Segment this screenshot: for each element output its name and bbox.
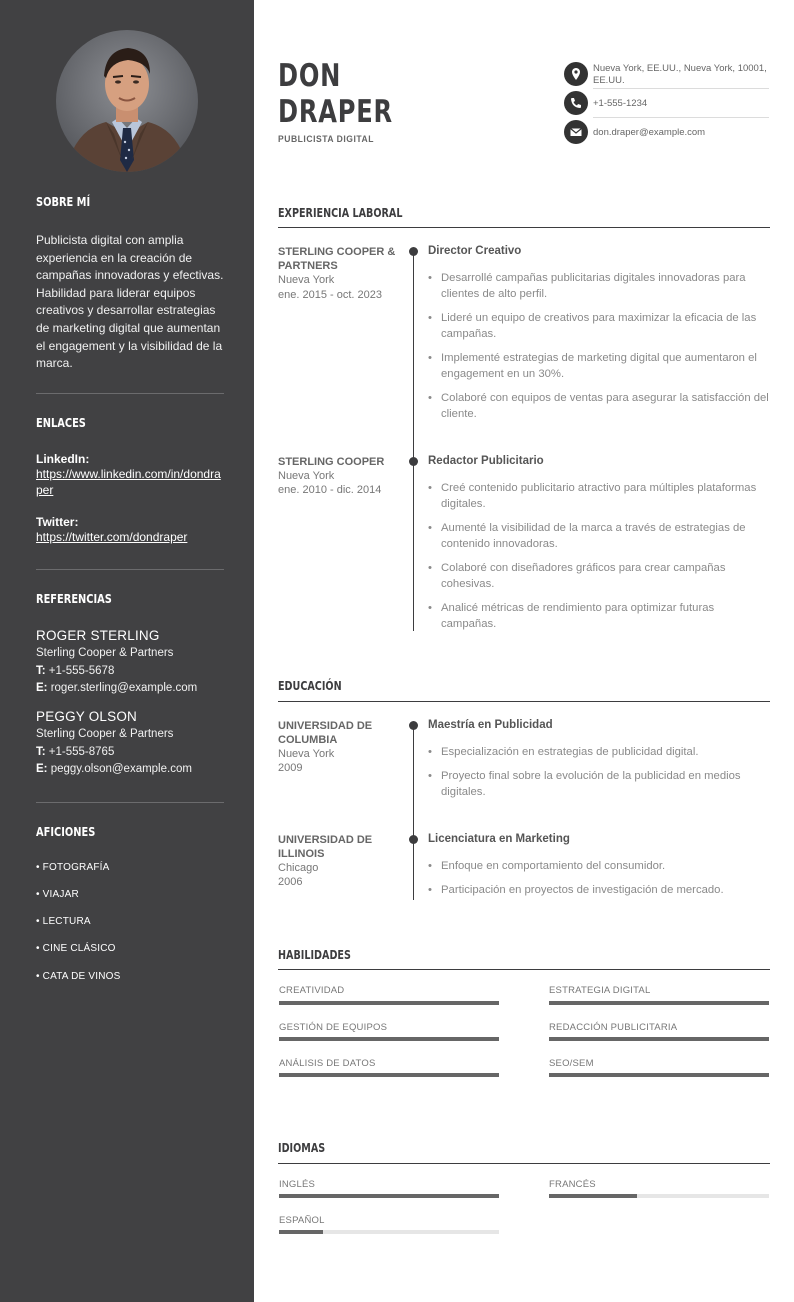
experience-role: Redactor Publicitario (428, 455, 544, 467)
hobby-item: • VIAJAR (36, 889, 79, 900)
contact-phone: +1-555-1234 (593, 98, 648, 109)
skill-bar-fill (279, 1073, 499, 1077)
experience-bullet: • Colaboré con diseñadores gráficos para crear campañas cohesivas. (428, 560, 770, 592)
last-name: DRAPER (278, 94, 393, 130)
hobby-item: • LECTURA (36, 916, 91, 927)
about-text: Publicista digital con amplia experiencia en la creación de campañas innovadoras y efectivas. Habilidad para liderar equipos creativos y desarrollar estrategias de marketing digital que aumentan el engagement y la visibilidad de la marca. (36, 233, 224, 371)
skill-bar (279, 1073, 499, 1077)
link-twitter (36, 515, 222, 545)
education-degree: Licenciatura en Marketing (428, 833, 570, 845)
profile-photo (56, 30, 198, 172)
language-bar-fill (549, 1194, 637, 1198)
phone-value: +1-555-8765 (48, 745, 115, 758)
education-org: UNIVERSIDAD DE COLUMBIA (278, 720, 373, 746)
contact-divider (593, 117, 769, 118)
language-bar (279, 1230, 499, 1234)
sidebar-divider (36, 569, 224, 570)
email-value: roger.sterling@example.com (50, 682, 198, 694)
education-location: Nueva York (278, 748, 335, 760)
skill-bar-fill (549, 1001, 769, 1005)
skill-bar (549, 1073, 769, 1077)
phone-label: T: (36, 745, 46, 758)
education-location: Chicago (278, 862, 319, 874)
skill-bar (549, 1001, 769, 1005)
skill-bar-fill (279, 1037, 499, 1041)
hobbies-title: AFICIONES (36, 825, 96, 839)
section-rule (278, 1163, 770, 1164)
phone-icon (564, 91, 588, 115)
twitter-link[interactable]: https://twitter.com/dondraper (36, 530, 188, 544)
experience-location: Nueva York (278, 470, 335, 482)
education-degree: Maestría en Publicidad (428, 719, 553, 731)
language-bar (279, 1194, 499, 1198)
section-rule (278, 227, 770, 228)
languages-title: IDIOMAS (278, 1141, 326, 1155)
location-pin-icon (564, 62, 588, 86)
education-bullet: • Enfoque en comportamiento del consumidor. (428, 858, 770, 874)
timeline-dot (409, 835, 418, 844)
reference-phone (36, 744, 226, 762)
references-title: REFERENCIAS (36, 592, 112, 606)
experience-bullet: • Desarrollé campañas publicitarias digitales innovadoras para clientes de alto perfil. (428, 270, 770, 302)
hobby-item: • CINE CLÁSICO (36, 943, 116, 954)
language-label: FRANCÉS (549, 1179, 596, 1190)
reference-company: Sterling Cooper & Partners (36, 647, 174, 659)
experience-bullet: • Analicé métricas de rendimiento para optimizar futuras campañas. (428, 600, 770, 632)
education-title: EDUCACIÓN (278, 679, 342, 693)
skill-bar (279, 1001, 499, 1005)
experience-bullet: • Lideré un equipo de creativos para maximizar la eficacia de las campañas. (428, 310, 770, 342)
experience-role: Director Creativo (428, 245, 522, 257)
skill-label: ESTRATEGIA DIGITAL (549, 985, 651, 996)
skill-label: GESTIÓN DE EQUIPOS (279, 1022, 388, 1033)
link-label: LinkedIn: (36, 452, 90, 466)
email-value: peggy.olson@example.com (50, 763, 192, 775)
experience-bullet: • Colaboré con equipos de ventas para asegurar la satisfacción del cliente. (428, 390, 770, 422)
reference-company: Sterling Cooper & Partners (36, 728, 174, 740)
experience-title: EXPERIENCIA LABORAL (278, 206, 403, 220)
sidebar-divider (36, 393, 224, 394)
reference-phone (36, 663, 226, 681)
skill-bar-fill (549, 1073, 769, 1077)
linkedin-link[interactable]: https://www.linkedin.com/in/dondraper (36, 467, 221, 497)
reference-2 (36, 709, 226, 779)
contact-address: Nueva York, EE.UU., Nueva York, 10001, EE.UU. (593, 63, 767, 86)
contact-divider (593, 88, 769, 89)
language-label: ESPAÑOL (279, 1215, 325, 1226)
education-bullet: • Participación en proyectos de investigación de mercado. (428, 882, 770, 898)
skill-label: CREATIVIDAD (279, 985, 345, 996)
language-bar (549, 1194, 769, 1198)
about-title: SOBRE MÍ (36, 195, 91, 209)
skill-label: ANÁLISIS DE DATOS (279, 1058, 376, 1069)
reference-email (36, 761, 226, 779)
experience-org: STERLING COOPER (278, 456, 385, 468)
timeline-line (413, 725, 414, 900)
hobby-item: • FOTOGRAFÍA (36, 862, 110, 873)
contact-email[interactable]: don.draper@example.com (593, 127, 706, 138)
job-title: PUBLICISTA DIGITAL (278, 134, 375, 145)
experience-dates: ene. 2015 - oct. 2023 (278, 289, 382, 301)
education-dates: 2009 (278, 762, 303, 774)
language-bar-fill (279, 1194, 499, 1198)
experience-bullet: • Implementé estrategias de marketing digital que aumentaron el engagement en un 30%. (428, 350, 770, 382)
reference-1 (36, 628, 226, 698)
language-label: INGLÉS (279, 1179, 316, 1190)
reference-email (36, 680, 226, 698)
sidebar-divider (36, 802, 224, 803)
experience-org: STERLING COOPER & PARTNERS (278, 246, 396, 272)
experience-dates: ene. 2010 - dic. 2014 (278, 484, 382, 496)
email-icon (564, 120, 588, 144)
timeline-dot (409, 721, 418, 730)
skill-bar-fill (549, 1037, 769, 1041)
skill-label: REDACCIÓN PUBLICITARIA (549, 1022, 678, 1033)
timeline-line (413, 252, 414, 631)
first-name: DON (278, 58, 342, 94)
skill-label: SEO/SEM (549, 1058, 594, 1069)
skill-bar-fill (279, 1001, 499, 1005)
sidebar (0, 0, 254, 1302)
email-label: E: (36, 682, 48, 694)
section-rule (278, 969, 770, 970)
language-bar-fill (279, 1230, 323, 1234)
education-bullet: • Especialización en estrategias de publicidad digital. (428, 744, 770, 760)
section-rule (278, 701, 770, 702)
link-linkedin (36, 452, 222, 498)
timeline-dot (409, 247, 418, 256)
skills-title: HABILIDADES (278, 948, 351, 962)
education-org: UNIVERSIDAD DE ILLINOIS (278, 834, 373, 860)
link-label: Twitter: (36, 515, 79, 529)
experience-bullet: • Creé contenido publicitario atractivo para múltiples plataformas digitales. (428, 480, 770, 512)
phone-label: T: (36, 664, 46, 677)
experience-location: Nueva York (278, 274, 335, 286)
reference-name: PEGGY OLSON (36, 709, 137, 724)
experience-bullet: • Aumenté la visibilidad de la marca a través de estrategias de contenido innovadoras. (428, 520, 770, 552)
hobby-item: • CATA DE VINOS (36, 971, 121, 982)
phone-value: +1-555-5678 (48, 664, 115, 677)
links-title: ENLACES (36, 416, 86, 430)
skill-bar (279, 1037, 499, 1041)
email-label: E: (36, 763, 48, 775)
education-bullet: • Proyecto final sobre la evolución de la publicidad en medios digitales. (428, 768, 770, 800)
portrait-image (56, 30, 198, 172)
reference-name: ROGER STERLING (36, 628, 160, 643)
skill-bar (549, 1037, 769, 1041)
timeline-dot (409, 457, 418, 466)
education-dates: 2006 (278, 876, 303, 888)
